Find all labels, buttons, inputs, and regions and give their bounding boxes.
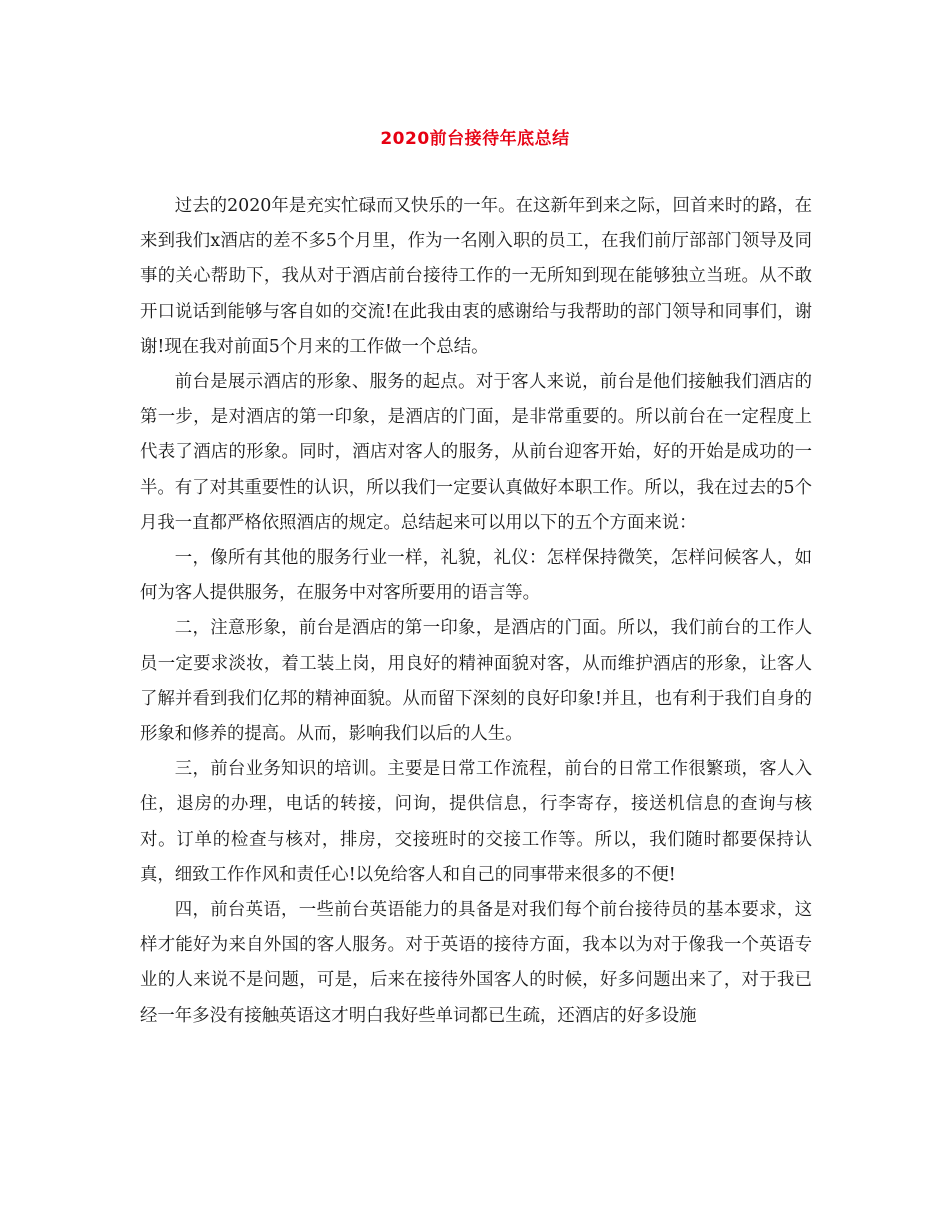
- document-body: [140, 189, 812, 1034]
- paragraph-point-2: 二，注意形象，前台是酒店的第一印象，是酒店的门面。所以，我们前台的工作人员一定要求淡妆，着工装上岗，用良好的精神面貌对客，从而维护酒店的形象，让客人了解并看到我们亿邦的精神面貌。从而留下深刻的良好印象!并且，也有利于我们自身的形象和修养的提高。从而，影响我们以后的人生。: [140, 618, 812, 745]
- paragraph-intro: 过去的2020年是充实忙碌而又快乐的一年。在这新年到来之际，回首来时的路，在来到我们x酒店的差不多5个月里，作为一名刚入职的员工，在我们前厅部部门领导及同事的关心帮助下，我从对于酒店前台接待工作的一无所知到现在能够独立当班。从不敢开口说话到能够与客自如的交流!在此我由衷的感谢给与我帮助的部门领导和同事们，谢谢!现在我对前面5个月来的工作做一个总结。: [140, 196, 812, 357]
- paragraph-point-3: 三，前台业务知识的培训。主要是日常工作流程，前台的日常工作很繁琐，客人入住，退房的办理，电话的转接，问询，提供信息，行李寄存，接送机信息的查询与核对。订单的检查与核对，排房，交接班时的交接工作等。所以，我们随时都要保持认真，细致工作作风和责任心!以免给客人和自己的同事带来很多的不便!: [140, 759, 812, 885]
- paragraph-point-4: 四，前台英语，一些前台英语能力的具备是对我们每个前台接待员的基本要求，这样才能好为来自外国的客人服务。对于英语的接待方面，我本以为对于像我一个英语专业的人来说不是问题，可是，后来在接待外国客人的时候，好多问题出来了，对于我已经一年多没有接触英语这才明白我好些单词都已生疏，还酒店的好多设施: [140, 900, 812, 1026]
- document-title: 2020前台接待年底总结: [380, 129, 570, 149]
- paragraph-front-desk-role: 前台是展示酒店的形象、服务的起点。对于客人来说，前台是他们接触我们酒店的第一步，是对酒店的第一印象，是酒店的门面，是非常重要的。所以前台在一定程度上代表了酒店的形象。同时，酒店对客人的服务，从前台迎客开始，好的开始是成功的一半。有了对其重要性的认识，所以我们一定要认真做好本职工作。所以，我在过去的5个月我一直都严格依照酒店的规定。总结起来可以用以下的五个方面来说：: [140, 372, 812, 533]
- paragraph-point-1: 一，像所有其他的服务行业一样，礼貌，礼仪：怎样保持微笑，怎样问候客人，如何为客人提供服务，在服务中对客所要用的语言等。: [140, 548, 812, 604]
